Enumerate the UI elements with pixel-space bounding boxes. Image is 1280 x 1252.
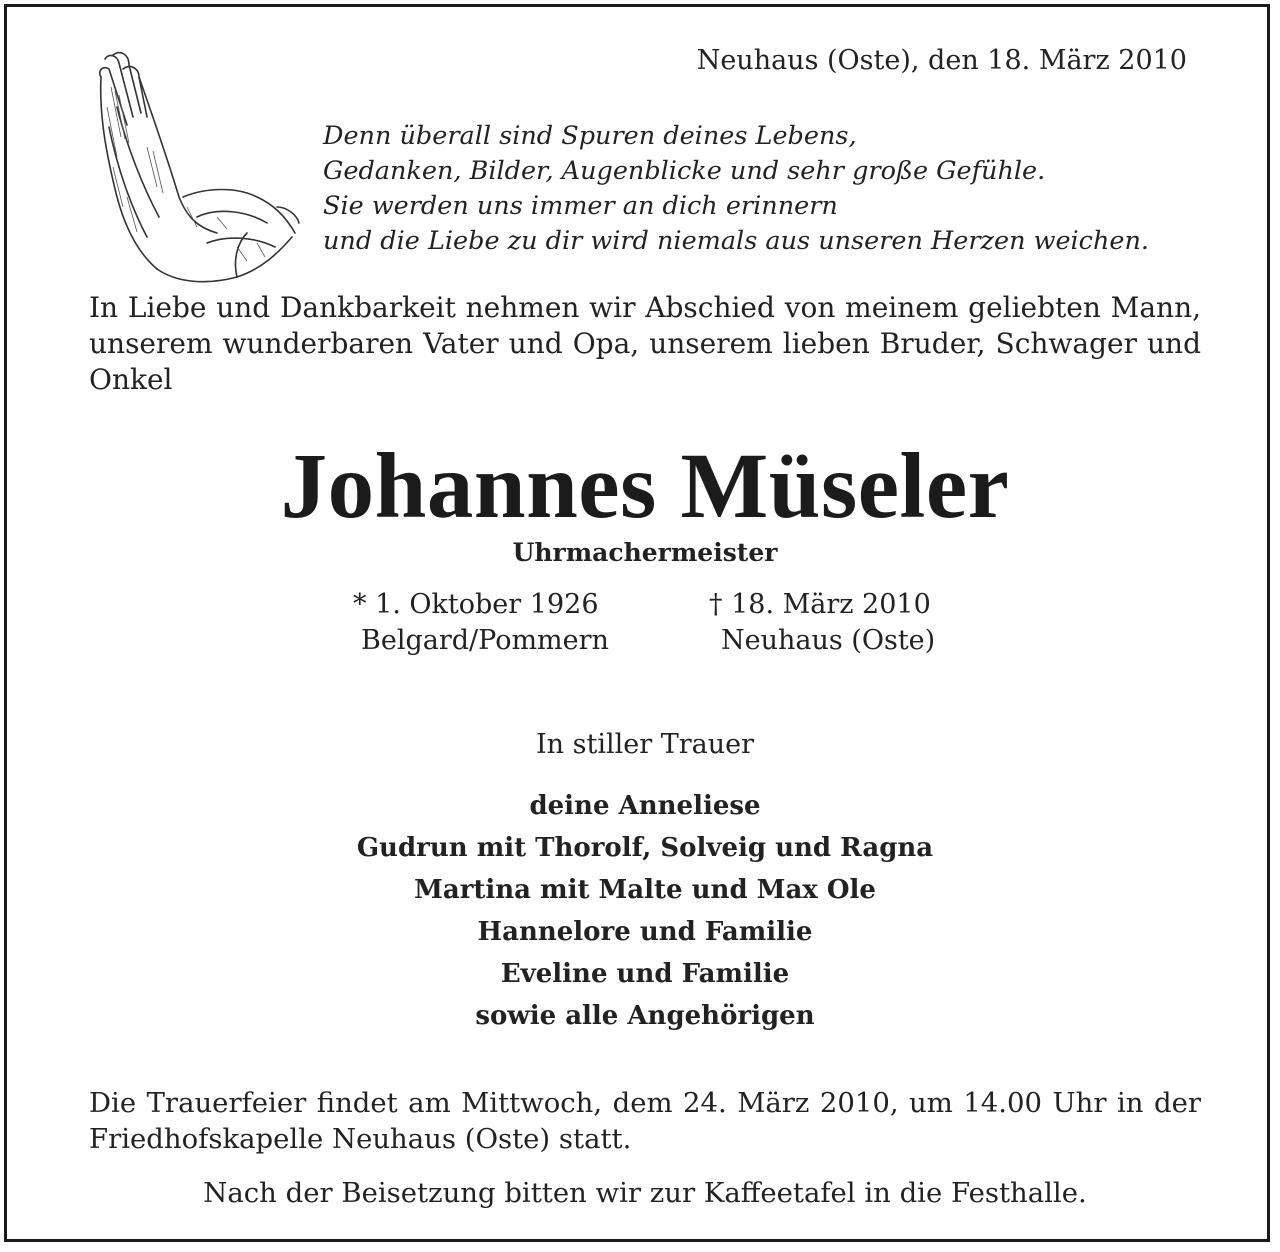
service-info: Die Trauerfeier findet am Mittwoch, dem 24. März 2010, um 14.00 Uhr in der Friedhofskapelle Neuhaus (Oste) statt. — [89, 1087, 1201, 1155]
mourner: Eveline und Familie — [500, 959, 790, 989]
mourner: Hannelore und Familie — [477, 917, 813, 947]
deceased-profession: Uhrmachermeister — [512, 538, 778, 567]
intro-text: In Liebe und Dankbarkeit nehmen wir Abschied von meinem geliebten Mann, unserem wunderbaren Vater und Opa, unserem lieben Bruder, Schwager und Onkel — [89, 291, 1201, 396]
deceased-name: Johannes Müseler — [280, 435, 1010, 538]
poem — [323, 119, 1149, 259]
poem-line: Denn überall sind Spuren deines Lebens, — [323, 121, 857, 151]
obituary-notice — [4, 4, 1270, 1242]
praying-hands-icon — [87, 47, 302, 287]
mourner: Gudrun mit Thorolf, Solveig und Ragna — [356, 833, 934, 863]
poem-line: Gedanken, Bilder, Augenblicke und sehr große Gefühle. — [323, 156, 1046, 186]
poem-line: Sie werden uns immer an dich erinnern — [323, 191, 838, 221]
poem-line: und die Liebe zu dir wird niemals aus unseren Herzen weichen. — [323, 226, 1150, 256]
mourning-heading: In stiller Trauer — [535, 729, 754, 760]
death-date: † 18. März 2010 — [709, 589, 931, 620]
dateline: Neuhaus (Oste), den 18. März 2010 — [696, 45, 1187, 76]
birth-place: Belgard/Pommern — [361, 625, 609, 656]
mourner: deine Anneliese — [529, 791, 761, 821]
mourners-list — [7, 785, 1280, 1037]
birth-date: * 1. Oktober 1926 — [353, 589, 599, 620]
mourner: Martina mit Malte und Max Ole — [414, 875, 876, 905]
mourner: sowie alle Angehörigen — [475, 1001, 815, 1031]
death-place: Neuhaus (Oste) — [721, 625, 936, 656]
coffee-note: Nach der Beisetzung bitten wir zur Kaffeetafel in die Festhalle. — [203, 1177, 1087, 1209]
